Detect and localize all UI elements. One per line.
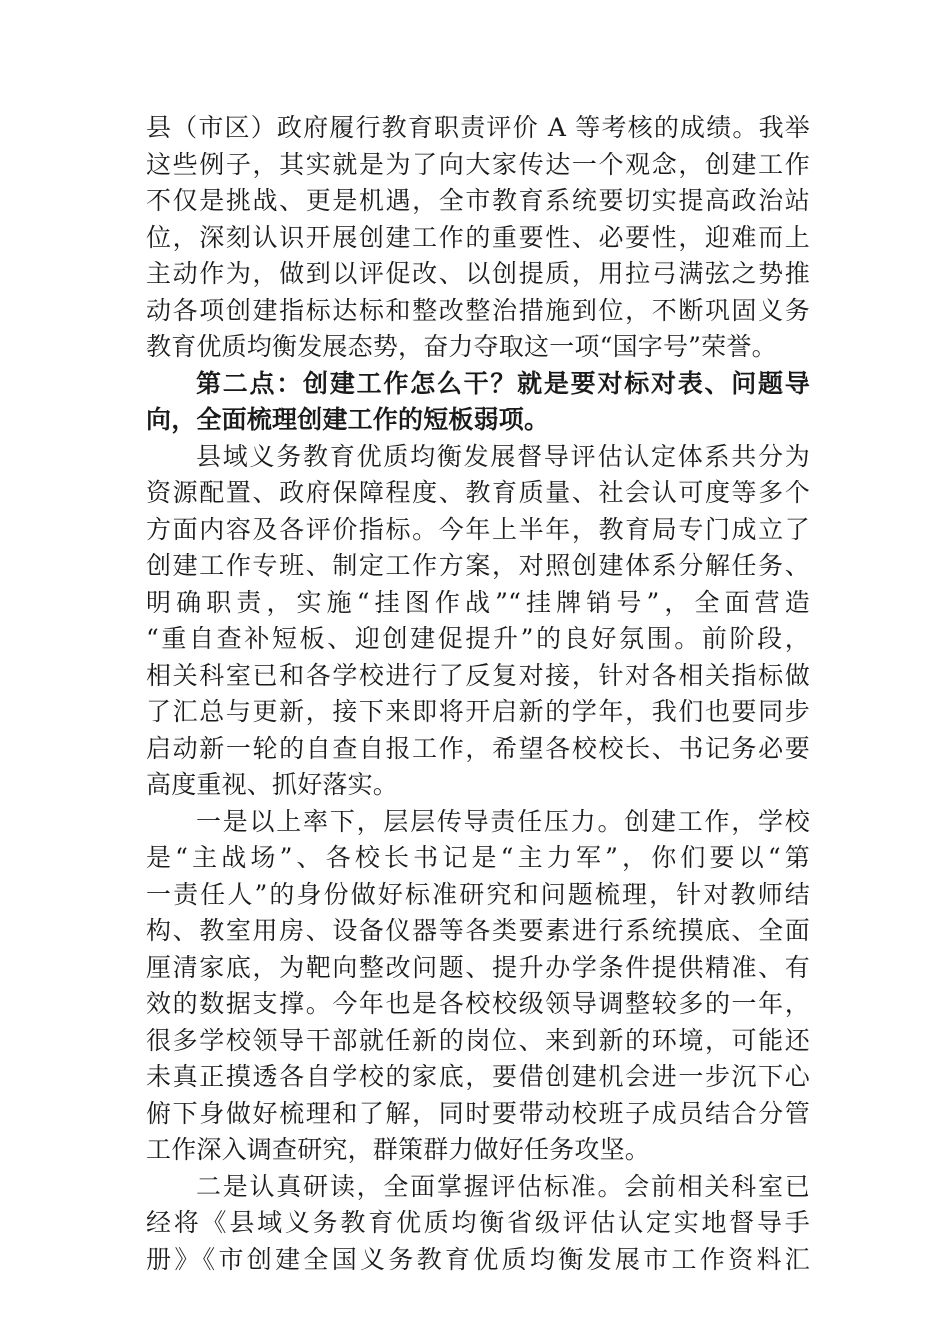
paragraph-p1 (146, 110, 810, 366)
text-line: 主动作为，做到以评促改、以创提质，用拉弓满弦之势推 (146, 259, 810, 288)
text-line: 第二点：创建工作怎么干？就是要对标对表、问题导 (196, 368, 810, 398)
text-line: 方面内容及各评价指标。今年上半年，教育局专门成立了 (146, 514, 810, 544)
text-line: 明确职责，实施“挂图作战”“挂牌销号”，全面营造 (146, 587, 810, 617)
paragraph-p4 (146, 804, 810, 1169)
text-line: 了汇总与更新，接下来即将开启新的学年，我们也要同步 (146, 697, 810, 726)
text-line: 启动新一轮的自查自报工作，希望各校校长、书记务必要 (146, 733, 810, 763)
text-line: 向，全面梳理创建工作的短板弱项。 (146, 405, 550, 434)
text-line: 资源配置、政府保障程度、教育质量、社会认可度等多个 (146, 478, 810, 507)
text-line: 县域义务教育优质均衡发展督导评估认定体系共分为 (196, 441, 810, 471)
text-line: 经将《县域义务教育优质均衡省级评估认定实地督导手 (146, 1208, 810, 1237)
text-line: 一是以上率下，层层传导责任压力。创建工作，学校 (196, 806, 810, 836)
text-line: 一责任人”的身份做好标准研究和问题梳理，针对教师结 (146, 879, 810, 909)
paragraph-p2 (146, 366, 810, 439)
paragraph-p5 (146, 1169, 810, 1279)
text-line: 厘清家底，为靶向整改问题、提升办学条件提供精准、有 (146, 952, 810, 982)
text-line: 教育优质均衡发展态势，奋力夺取这一项“国字号”荣誉。 (146, 332, 777, 361)
text-line: 高度重视、抓好落实。 (146, 770, 399, 799)
text-line: 册》《市创建全国义务教育优质均衡发展市工作资料汇 (146, 1244, 810, 1274)
text-line: “重自查补短板、迎创建促提升”的良好氛围。前阶段， (146, 624, 810, 653)
text-line: 未真正摸透各自学校的家底，要借创建机会进一步沉下心 (146, 1062, 810, 1091)
text-line: 不仅是挑战、更是机遇，全市教育系统要切实提高政治站 (146, 186, 810, 215)
text-line: 相关科室已和各学校进行了反复对接，针对各相关指标做 (146, 660, 810, 690)
text-line: 俯下身做好梳理和了解，同时要带动校班子成员结合分管 (146, 1098, 810, 1128)
text-line: 位，深刻认识开展创建工作的重要性、必要性，迎难而上 (146, 222, 810, 252)
text-line: 县（市区）政府履行教育职责评价 A 等考核的成绩。我举 (146, 113, 810, 142)
paragraph-p3 (146, 439, 810, 804)
document-body (146, 110, 810, 1278)
text-line: 工作深入调查研究，群策群力做好任务攻坚。 (146, 1135, 651, 1164)
text-line: 动各项创建指标达标和整改整治措施到位，不断巩固义务 (146, 295, 810, 325)
text-line: 很多学校领导干部就任新的岗位、来到新的环境，可能还 (146, 1025, 810, 1055)
text-line: 构、教室用房、设备仪器等各类要素进行系统摸底、全面 (146, 916, 810, 945)
text-line: 创建工作专班、制定工作方案，对照创建体系分解任务、 (146, 551, 810, 580)
text-line: 是“主战场”、各校长书记是“主力军”，你们要以“第 (146, 843, 810, 872)
text-line: 效的数据支撑。今年也是各校校级领导调整较多的一年， (146, 989, 810, 1018)
text-line: 这些例子，其实就是为了向大家传达一个观念，创建工作 (146, 149, 810, 179)
text-line: 二是认真研读，全面掌握评估标准。会前相关科室已 (196, 1171, 810, 1201)
